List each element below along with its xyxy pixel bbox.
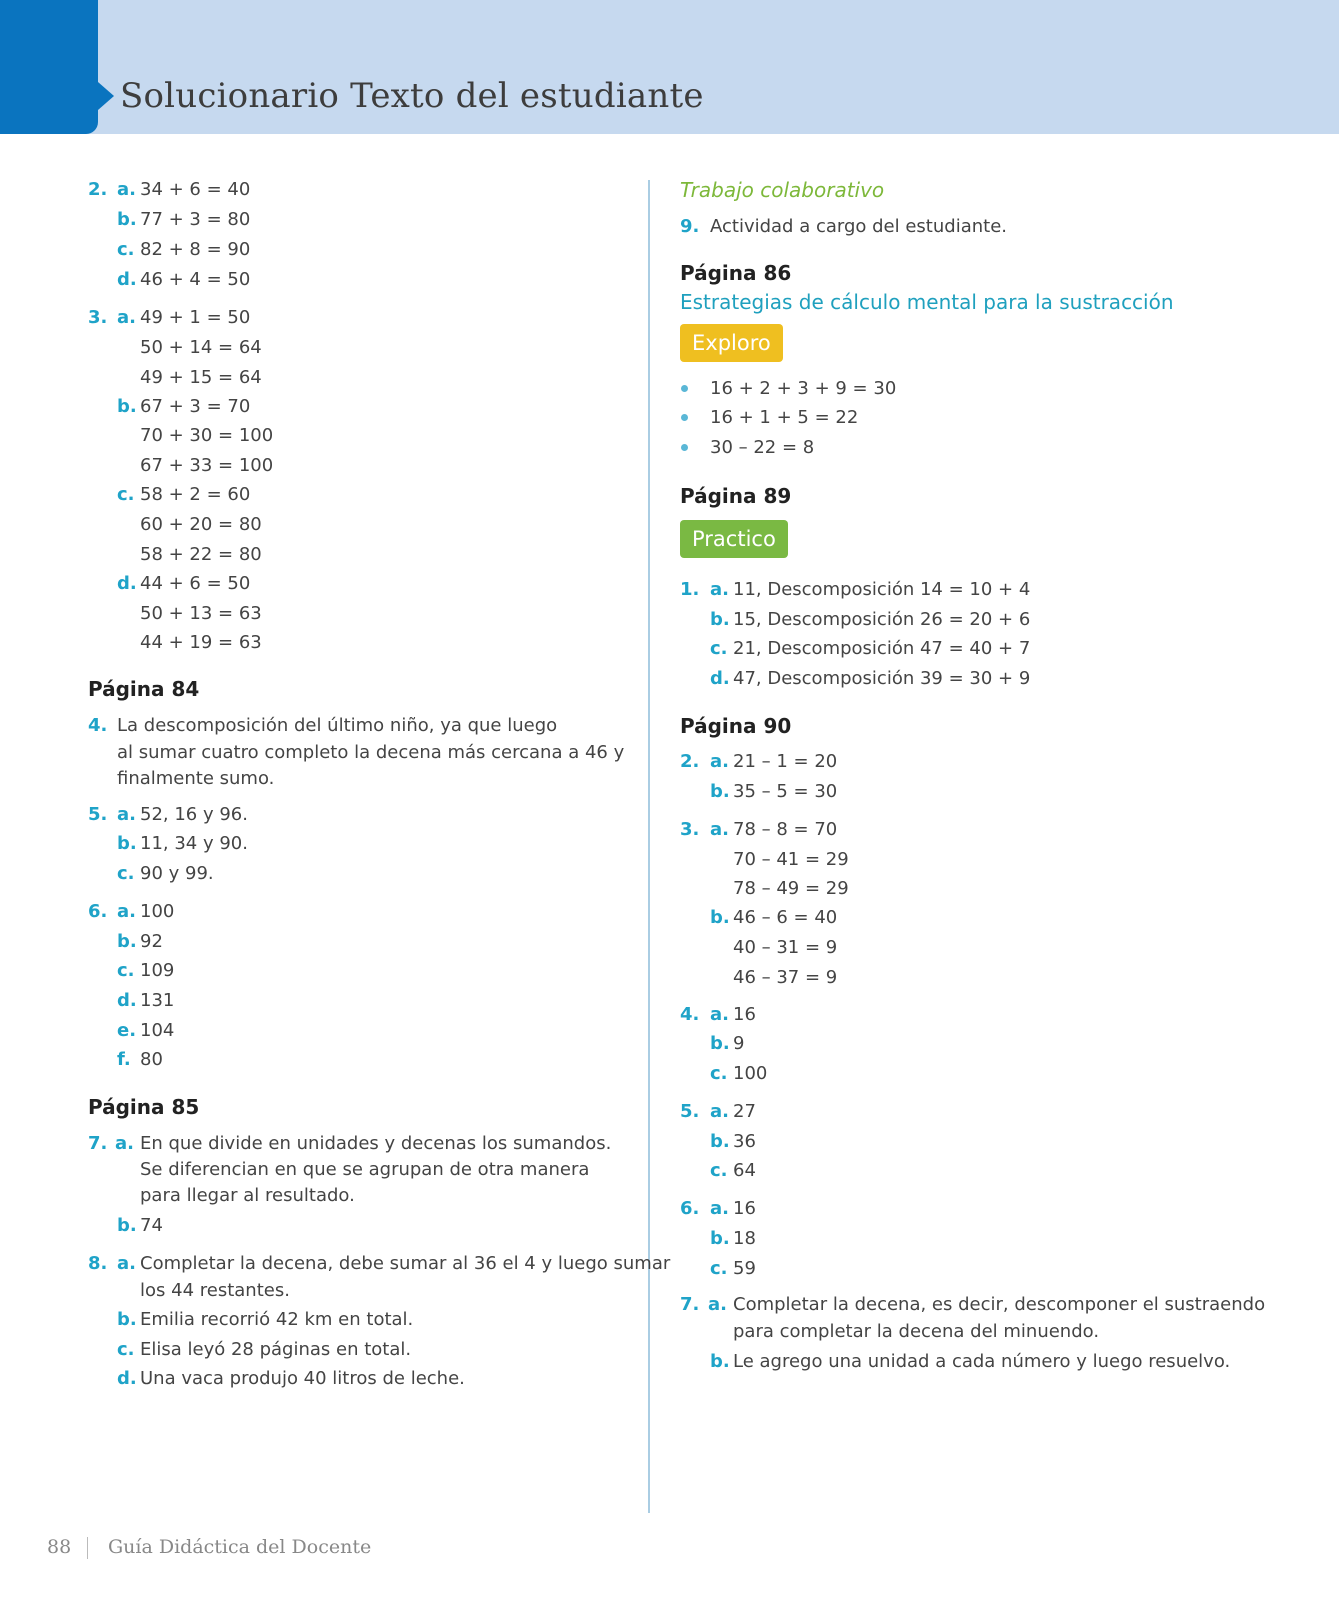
question-number: 9. (680, 216, 700, 237)
item-text: 82 + 8 = 90 (140, 239, 251, 260)
item-letter: d. (117, 1368, 137, 1389)
page-heading: Página 84 (88, 677, 200, 701)
page-heading: Página 90 (680, 714, 792, 738)
item-letter: b. (710, 781, 730, 802)
header-arrow-icon (98, 82, 114, 110)
item-letter: a. (710, 751, 729, 772)
item-text: Completar la decena, es decir, descomponer el sustraendo (733, 1294, 1266, 1315)
item-text: 58 + 2 = 60 (140, 484, 251, 505)
page-heading: Página 86 (680, 261, 792, 285)
bullet-icon (681, 385, 688, 392)
item-text: 59 (733, 1258, 756, 1279)
item-letter: a. (115, 1133, 134, 1154)
item-text: 46 – 37 = 9 (733, 967, 838, 988)
item-letter: e. (117, 1020, 137, 1041)
item-text: Se diferencian en que se agrupan de otra manera (140, 1159, 590, 1180)
item-text: 104 (140, 1020, 175, 1041)
item-letter: d. (117, 990, 137, 1011)
item-letter: b. (117, 833, 137, 854)
page-number: 88 (47, 1536, 72, 1558)
question-number: 4. (680, 1004, 700, 1025)
item-text: al sumar cuatro completo la decena más cercana a 46 y (117, 742, 625, 763)
item-letter: b. (117, 1309, 137, 1330)
item-letter: a. (710, 1198, 729, 1219)
item-text: para completar la decena del minuendo. (733, 1321, 1100, 1342)
question-number: 4. (88, 715, 108, 736)
question-number: 7. (680, 1294, 700, 1315)
question-number: 3. (680, 819, 700, 840)
item-text: 36 (733, 1131, 756, 1152)
exploro-badge: Exploro (680, 324, 783, 362)
item-text: Completar la decena, debe sumar al 36 el 4 y luego sumar (140, 1253, 671, 1274)
item-text: 77 + 3 = 80 (140, 209, 251, 230)
question-number: 6. (88, 901, 108, 922)
item-text: 50 + 13 = 63 (140, 603, 262, 624)
item-text: 11, Descomposición 14 = 10 + 4 (733, 579, 1031, 600)
item-text: 44 + 19 = 63 (140, 632, 262, 653)
item-text: 78 – 49 = 29 (733, 878, 849, 899)
item-text: Le agrego una unidad a cada número y luego resuelvo. (733, 1351, 1231, 1372)
item-letter: c. (710, 1063, 728, 1084)
item-text: finalmente sumo. (117, 768, 275, 789)
item-letter: b. (117, 931, 137, 952)
item-letter: a. (710, 579, 729, 600)
item-letter: b. (710, 1033, 730, 1054)
item-text: 46 – 6 = 40 (733, 907, 838, 928)
item-text: los 44 restantes. (140, 1280, 290, 1301)
item-letter: c. (117, 484, 135, 505)
item-text: 109 (140, 960, 175, 981)
page-title: Solucionario Texto del estudiante (120, 76, 704, 116)
footer-text: Guía Didáctica del Docente (108, 1536, 372, 1558)
item-letter: c. (710, 1258, 728, 1279)
item-text: 35 – 5 = 30 (733, 781, 838, 802)
header-tab (0, 0, 98, 134)
item-letter: a. (117, 804, 136, 825)
item-letter: b. (117, 209, 137, 230)
item-text: 58 + 22 = 80 (140, 544, 262, 565)
bullet-icon (681, 414, 688, 421)
question-number: 1. (680, 579, 700, 600)
item-text: 47, Descomposición 39 = 30 + 9 (733, 668, 1031, 689)
item-letter: c. (117, 239, 135, 260)
item-text: 16 (733, 1004, 756, 1025)
item-letter: b. (117, 396, 137, 417)
section-subtitle: Estrategias de cálculo mental para la sustracción (680, 290, 1174, 314)
item-text: 21 – 1 = 20 (733, 751, 838, 772)
item-text: 49 + 15 = 64 (140, 367, 262, 388)
item-text: 44 + 6 = 50 (140, 573, 251, 594)
item-text: 131 (140, 990, 175, 1011)
item-text: 46 + 4 = 50 (140, 269, 251, 290)
question-number: 2. (680, 751, 700, 772)
item-letter: a. (117, 179, 136, 200)
item-text: 67 + 3 = 70 (140, 396, 251, 417)
question-number: 6. (680, 1198, 700, 1219)
item-letter: b. (710, 1131, 730, 1152)
item-text: 11, 34 y 90. (140, 833, 248, 854)
column-divider (648, 180, 650, 1513)
item-letter: b. (710, 1228, 730, 1249)
item-text: 92 (140, 931, 163, 952)
section-title-trabajo: Trabajo colaborativo (680, 178, 885, 202)
item-text: 50 + 14 = 64 (140, 337, 262, 358)
item-text: 27 (733, 1101, 756, 1122)
item-text: 21, Descomposición 47 = 40 + 7 (733, 638, 1031, 659)
item-letter: c. (710, 638, 728, 659)
item-letter: f. (117, 1049, 131, 1070)
item-text: 67 + 33 = 100 (140, 455, 274, 476)
item-text: 16 (733, 1198, 756, 1219)
item-text: En que divide en unidades y decenas los sumandos. (140, 1133, 612, 1154)
bullet-text: 30 – 22 = 8 (710, 437, 815, 458)
item-text: 74 (140, 1215, 163, 1236)
item-text: 64 (733, 1160, 756, 1181)
bullet-icon (681, 444, 688, 451)
item-text: 70 + 30 = 100 (140, 425, 274, 446)
item-text: 52, 16 y 96. (140, 804, 248, 825)
item-letter: d. (117, 269, 137, 290)
item-text: 34 + 6 = 40 (140, 179, 251, 200)
item-text: 100 (140, 901, 175, 922)
page-heading: Página 89 (680, 484, 792, 508)
question-number: 5. (680, 1101, 700, 1122)
item-text: 80 (140, 1049, 163, 1070)
item-text: 70 – 41 = 29 (733, 849, 849, 870)
item-text: 60 + 20 = 80 (140, 514, 262, 535)
item-text: Elisa leyó 28 páginas en total. (140, 1339, 412, 1360)
bullet-text: 16 + 2 + 3 + 9 = 30 (710, 378, 897, 399)
bullet-text: 16 + 1 + 5 = 22 (710, 407, 859, 428)
item-letter: b. (710, 609, 730, 630)
question-number: 5. (88, 804, 108, 825)
item-text: 15, Descomposición 26 = 20 + 6 (733, 609, 1031, 630)
item-letter: a. (117, 1253, 136, 1274)
item-letter: c. (117, 1339, 135, 1360)
item-letter: c. (710, 1160, 728, 1181)
question-number: 7. (88, 1133, 108, 1154)
item-text: 90 y 99. (140, 863, 214, 884)
item-text: La descomposición del último niño, ya que luego (117, 715, 558, 736)
item-letter: c. (117, 960, 135, 981)
item-text: 49 + 1 = 50 (140, 307, 251, 328)
item-text: 40 – 31 = 9 (733, 937, 838, 958)
practico-badge: Practico (680, 520, 788, 558)
item-text: 100 (733, 1063, 768, 1084)
question-number: 8. (88, 1253, 108, 1274)
item-letter: a. (710, 1101, 729, 1122)
footer-separator (87, 1537, 88, 1559)
item-text: Emilia recorrió 42 km en total. (140, 1309, 414, 1330)
question-number: 2. (88, 179, 108, 200)
item-text: Actividad a cargo del estudiante. (710, 216, 1007, 237)
item-letter: a. (710, 819, 729, 840)
item-letter: d. (710, 668, 730, 689)
item-letter: a. (117, 307, 136, 328)
item-letter: d. (117, 573, 137, 594)
item-letter: b. (710, 907, 730, 928)
item-letter: a. (710, 1004, 729, 1025)
item-text: 18 (733, 1228, 756, 1249)
page-heading: Página 85 (88, 1095, 200, 1119)
item-text: 9 (733, 1033, 745, 1054)
item-letter: b. (710, 1351, 730, 1372)
item-text: 78 – 8 = 70 (733, 819, 838, 840)
item-letter: a. (117, 901, 136, 922)
item-letter: b. (117, 1215, 137, 1236)
question-number: 3. (88, 307, 108, 328)
item-text: para llegar al resultado. (140, 1185, 355, 1206)
item-letter: c. (117, 863, 135, 884)
item-letter: a. (708, 1294, 727, 1315)
item-text: Una vaca produjo 40 litros de leche. (140, 1368, 465, 1389)
